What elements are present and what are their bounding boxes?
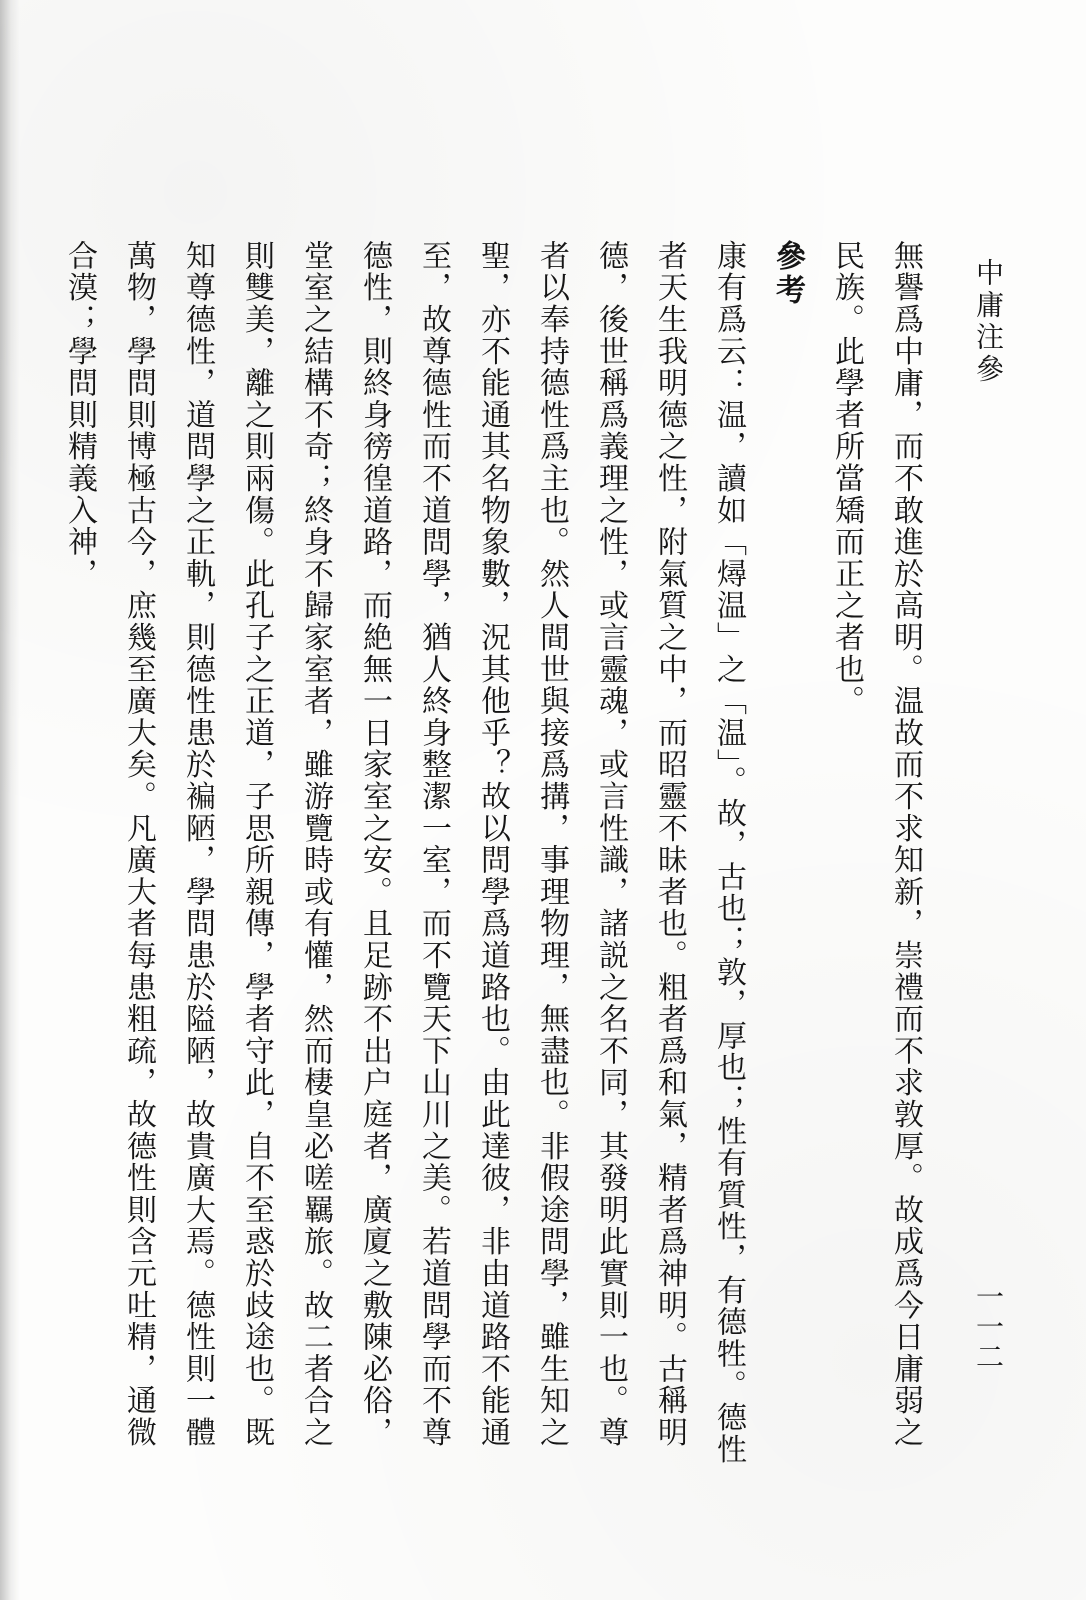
page-edge-shadow bbox=[0, 0, 20, 1600]
section-heading: 參考 bbox=[770, 240, 805, 308]
page-number: 一一二 bbox=[972, 1282, 1005, 1372]
paragraph-commentary: 康有爲云：温，讀如「燖温」之「温」。故，古也；敦，厚也；性有質性，有德牲。德性者天生我明德之性，附氣質之中，而昭靈不昧者也。粗者爲和氣，精者爲神明。古稱明德，後世稱爲義理之性，或言靈魂，或言性識，諸説之名不同，其發明此實則一也。尊者以奉持德性爲主也。然人間世與接爲搆，事理物理，無盡也。非假途問學，雖生知之聖，亦不能通其名物象數，況其他乎？故以問學爲道路也。由此達彼，非由道路不能通至，故尊德性而不道問學，猶人終身整潔一室，而不覽天下山川之美。若道問學而不尊德性，則終身徬徨道路，而絶無一日家室之安。且足跡不出户庭者，廣廈之敷陳必俗，堂室之結構不奇；終身不歸家室者，雖游覽時或有懽，然而棲皇必嗟羈旅。故二者合之則雙美，離之則兩傷。此孔子之正道，子思所親傳，學者守此，自不至惑於歧途也。既知尊德性，道問學之正軌，則德性患於褊陋，學問患於隘陋，故貴廣大焉。德性則一體萬物，學問則博極古今，庶幾至廣大矣。凡廣大者每患粗疏，故德性則含元吐精，通微合漠；學問則精義入神， bbox=[62, 240, 746, 1466]
text-body bbox=[62, 240, 935, 1470]
paragraph-continuation: 無譽爲中庸，而不敢進於高明。温故而不求知新，崇禮而不求敦厚。故成爲今日庸弱之民族。此學者所當矯而正之者也。 bbox=[829, 240, 923, 1449]
running-title: 中庸注參 bbox=[972, 258, 1005, 386]
